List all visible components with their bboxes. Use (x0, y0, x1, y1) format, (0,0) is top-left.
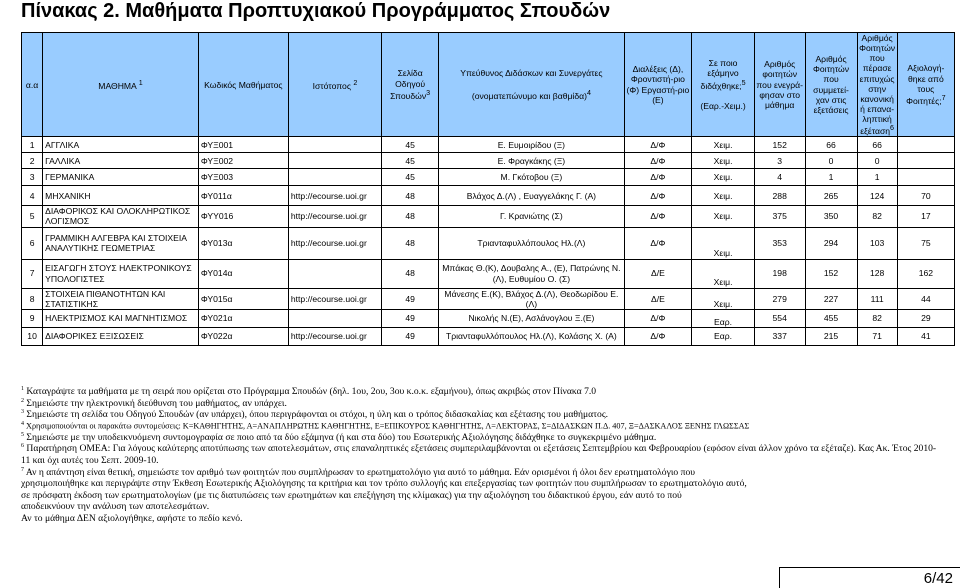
participated-count: 294 (805, 227, 857, 259)
course-website (288, 169, 381, 186)
participated-count: 350 (805, 206, 857, 227)
table-row (22, 186, 955, 206)
guide-page: 49 (382, 327, 439, 345)
course-semester: Χειμ. (692, 186, 754, 206)
course-type: Δ/Φ (624, 309, 692, 327)
passed-count: 128 (857, 259, 897, 288)
passed-count: 66 (857, 137, 897, 153)
course-semester: Εαρ. (692, 327, 754, 345)
course-code: ΦΥ013α (198, 227, 288, 259)
course-name: ΓΑΛΛΙΚΑ (43, 153, 199, 169)
registered-count: 288 (754, 186, 805, 206)
course-website: http://ecourse.uoi.gr (288, 288, 381, 309)
course-teacher: Νικολής Ν.(Ε), Ασλάνογλου Ξ.(Ε) (439, 309, 624, 327)
row-number: 6 (22, 227, 43, 259)
course-code: ΦΥΞ003 (198, 169, 288, 186)
registered-count: 4 (754, 169, 805, 186)
course-code: ΦΥΞ002 (198, 153, 288, 169)
header-teacher: Υπεύθυνος Διδάσκων και Συνεργάτες (ονοματεπώνυμο και βαθμίδα)$^4$ (439, 33, 624, 137)
course-type: Δ/Φ (624, 227, 692, 259)
course-code: ΦΥ015α (198, 288, 288, 309)
course-semester: Χειμ. (692, 288, 754, 309)
header-website: Ιστότοπος $^2$ (288, 33, 381, 137)
passed-count: 111 (857, 288, 897, 309)
table-row (22, 153, 955, 169)
passed-count: 124 (857, 186, 897, 206)
course-name: ΗΛΕΚΤΡΙΣΜΟΣ ΚΑΙ ΜΑΓΝΗΤΙΣΜΟΣ (43, 309, 199, 327)
courses-table (21, 32, 955, 346)
course-semester: Χειμ. (692, 227, 754, 259)
participated-count: 227 (805, 288, 857, 309)
course-type: Δ/Φ (624, 137, 692, 153)
evaluated-count (897, 169, 954, 186)
course-teacher: Ε. Φραγκάκης (Ξ) (439, 153, 624, 169)
table-row (22, 227, 955, 259)
evaluated-count (897, 153, 954, 169)
course-teacher: Τριανταφυλλόπουλος Ηλ.(Λ) (439, 227, 624, 259)
row-number: 7 (22, 259, 43, 288)
table-row (22, 309, 955, 327)
evaluated-count: 41 (897, 327, 954, 345)
header-participated: Αριθμός Φοιτητών που συμμετεί-χαν στις εξετάσεις (805, 33, 857, 137)
course-teacher: Μ. Γκότοβου (Ξ) (439, 169, 624, 186)
course-type: Δ/Φ (624, 327, 692, 345)
guide-page: 45 (382, 137, 439, 153)
guide-page: 48 (382, 206, 439, 227)
registered-count: 3 (754, 153, 805, 169)
row-number: 4 (22, 186, 43, 206)
page-number: 6/42 (923, 570, 953, 587)
registered-count: 375 (754, 206, 805, 227)
course-teacher: Μάνεσης Ε.(Κ), Βλάχος Δ.(Λ), Θεοδωρίδου Ε. (Λ) (439, 288, 624, 309)
table-row (22, 169, 955, 186)
guide-page: 48 (382, 227, 439, 259)
course-name: ΔΙΑΦΟΡΙΚΟΣ ΚΑΙ ΟΛΟΚΛΗΡΩΤΙΚΟΣ ΛΟΓΙΣΜΟΣ (43, 206, 199, 227)
course-name: ΜΗΧΑΝΙΚΗ (43, 186, 199, 206)
passed-count: 71 (857, 327, 897, 345)
course-name: ΕΙΣΑΓΩΓΗ ΣΤΟΥΣ ΗΛΕΚΤΡΟΝΙΚΟΥΣ ΥΠΟΛΟΓΙΣΤΕΣ (43, 259, 199, 288)
participated-count: 0 (805, 153, 857, 169)
course-type: Δ/Φ (624, 169, 692, 186)
table-row (22, 137, 955, 153)
participated-count: 455 (805, 309, 857, 327)
header-registered: Αριθμός φοιτητών που ενεγρά-φησαν στο μάθημα (754, 33, 805, 137)
row-number: 9 (22, 309, 43, 327)
row-number: 3 (22, 169, 43, 186)
evaluated-count: 70 (897, 186, 954, 206)
page-number-box (779, 567, 960, 588)
footnote-3: $^3$ Σημειώστε τη σελίδα του Οδηγού Σπουδών (αν υπάρχει), όπου περιγράφονται οι στόχοι, η ύλη και ο τρόπος διδασκαλίας και εξέτασης του μαθήματος. (21, 409, 609, 421)
header-code: Κωδικός Μαθήματος (198, 33, 288, 137)
course-type: Δ/Φ (624, 153, 692, 169)
course-semester: Χειμ. (692, 259, 754, 288)
course-website (288, 309, 381, 327)
row-number: 1 (22, 137, 43, 153)
course-type: Δ/Φ (624, 206, 692, 227)
footnotes (21, 386, 941, 524)
course-teacher: Τριανταφυλλόπουλος Ηλ.(Λ), Κολάσης Χ. (Α) (439, 327, 624, 345)
table-row (22, 327, 955, 345)
guide-page: 48 (382, 186, 439, 206)
course-name: ΓΡΑΜΜΙΚΗ ΑΛΓΕΒΡΑ ΚΑΙ ΣΤΟΙΧΕΙΑ ΑΝΑΛΥΤΙΚΗΣ ΓΕΩΜΕΤΡΙΑΣ (43, 227, 199, 259)
row-number: 10 (22, 327, 43, 345)
course-code: ΦΥ014α (198, 259, 288, 288)
course-website (288, 259, 381, 288)
course-semester: Χειμ. (692, 169, 754, 186)
header-passed: Αριθμός Φοιτητών που πέρασε επιτυχώς στην κανονική ή επανα-ληπτική εξέταση$^6$ (857, 33, 897, 137)
course-teacher: Γ. Κρανιώτης (Σ) (439, 206, 624, 227)
footnote-6: $^6$ Παρατήρηση ΟΜΕΑ: Για λόγους καλύτερης αποτύπωσης των αποτελεσμάτων, στις επαναληπτικές εξετάσεις συμπεριλαμβάνονται οι εξετάσεις Σεπτεμβρίου και Φεβρουαρίου (εφόσον είναι άλλον χρόνο τα εξέταζε). Κας Ακ. Έτος 2010-11 και όχι αυτές του Σεπτ. 2009-10. (21, 443, 937, 467)
footnote-5: $^5$ Σημειώστε με την υποδεικνυόμενη συντομογραφία σε ποιο από τα δύο εξάμηνα (ή και στα δύο) του Εσωτερικής Αξιολόγησης διδάχθηκε το συγκεκριμένο μάθημα. (21, 431, 657, 443)
evaluated-count: 75 (897, 227, 954, 259)
evaluated-count: 44 (897, 288, 954, 309)
header-guide: Σελίδα Οδηγού Σπουδών$^3$ (382, 33, 439, 137)
row-number: 5 (22, 206, 43, 227)
course-website (288, 137, 381, 153)
course-website: http://ecourse.uoi.gr (288, 327, 381, 345)
course-code: ΦΥ011α (198, 186, 288, 206)
course-website: http://ecourse.uoi.gr (288, 227, 381, 259)
header-semester: Σε ποιο εξάμηνο διδάχθηκε;$^5$ (Εαρ.-Χειμ.) (692, 33, 754, 137)
evaluated-count: 17 (897, 206, 954, 227)
row-number: 2 (22, 153, 43, 169)
header-course: ΜΑΘΗΜΑ $^1$ (43, 33, 199, 137)
course-website (288, 153, 381, 169)
registered-count: 198 (754, 259, 805, 288)
participated-count: 152 (805, 259, 857, 288)
course-type: Δ/Ε (624, 288, 692, 309)
evaluated-count: 162 (897, 259, 954, 288)
table-row (22, 206, 955, 227)
passed-count: 82 (857, 206, 897, 227)
evaluated-count: 29 (897, 309, 954, 327)
registered-count: 353 (754, 227, 805, 259)
header-row (22, 33, 955, 137)
guide-page: 49 (382, 288, 439, 309)
row-number: 8 (22, 288, 43, 309)
course-name: ΓΕΡΜΑΝΙΚΑ (43, 169, 199, 186)
participated-count: 1 (805, 169, 857, 186)
passed-count: 1 (857, 169, 897, 186)
course-code: ΦΥ021α (198, 309, 288, 327)
course-teacher: Μπάκας Θ.(Κ), Δουβαλης Α., (Ε), Πατρώνης Ν.(Λ), Ευθυμίου Ο. (Σ) (439, 259, 624, 288)
footnote-1: $^1$ Καταγράψτε τα μαθήματα με τη σειρά που ορίζεται στο Πρόγραμμα Σπουδών (δηλ. 1ου, 2ου, 3ου κ.ο.κ. εξαμήνου), όπως ακριβώς στον Πίνακα 7.0 (21, 386, 597, 398)
course-code: ΦΥΥ016 (198, 206, 288, 227)
footnote-4: $^4$ Χρησιμοποιούνται οι παρακάτω συντομεύσεις: Κ=ΚΑΘΗΓΗΤΗΣ, Α=ΑΝΑΠΛΗΡΩΤΗΣ ΚΑΘΗΓΗΤΗΣ, Ε=ΕΠΙΚΟΥΡΟΣ ΚΑΘΗΓΗΤΗΣ, Λ=ΛΕΚΤΟΡΑΣ, Σ=ΔΙΔΑΣΚΩΝ Π.Δ. 407, Ξ=ΔΑΣΚΑΛΟΣ ΞΕΝΗΣ ΓΛΩΣΣΑΣ (21, 421, 750, 431)
course-semester: Χειμ. (692, 137, 754, 153)
course-teacher: Βλάχος Δ.(Λ) , Ευαγγελάκης Γ. (Α) (439, 186, 624, 206)
course-type: Δ/Φ (624, 186, 692, 206)
registered-count: 152 (754, 137, 805, 153)
footnote-7: $^7$ Αν η απάντηση είναι θετική, σημειώστε τον αριθμό των φοιτητών που συμπλήρωσαν το ερωτηματολόγιο για αυτό το μάθημα. Εάν ορισμένοι ή όλοι δεν ερωτηματολόγιο που χρησιμοποιήθηκε και περιγράψτε στην Έκθεση Εσωτερικής Αξιολόγησης τα κριτήρια και τον τρόπο συλλογής και επεξεργασίας των φοιτητών που συμπλήρωσαν το ερωτηματολόγιο αυτό, σε πρόσφατη έκδοση των ερωτηματολογίων (με τις διατυπώσεις των ερωτημάτων και επεξήγηση της κλίμακας) για την αξιολόγηση του διδακτικού έργου, εάν αυτό το πού αποδεικνύουν την ανάλυση των αποτελεσμάτων. Αν το μάθημα ΔΕΝ αξιολογήθηκε, αφήστε το πεδίο κενό. (21, 466, 747, 524)
guide-page: 45 (382, 153, 439, 169)
registered-count: 337 (754, 327, 805, 345)
evaluated-count (897, 137, 954, 153)
table-row (22, 288, 955, 309)
course-semester: Χειμ. (692, 153, 754, 169)
header-type: Διαλέξεις (Δ), Φροντιστή-ριο (Φ) Εργαστή-ριο (Ε) (624, 33, 692, 137)
course-semester: Χειμ. (692, 206, 754, 227)
course-name: ΑΓΓΛΙΚΑ (43, 137, 199, 153)
registered-count: 554 (754, 309, 805, 327)
course-type: Δ/Ε (624, 259, 692, 288)
course-website: http://ecourse.uoi.gr (288, 206, 381, 227)
footnote-2: $^2$ Σημειώστε την ηλεκτρονική διεύθυνση του μαθήματος, αν υπάρχει. (21, 397, 287, 409)
guide-page: 45 (382, 169, 439, 186)
participated-count: 215 (805, 327, 857, 345)
header-aa: α.α (22, 33, 43, 137)
registered-count: 279 (754, 288, 805, 309)
course-code: ΦΥΞ001 (198, 137, 288, 153)
passed-count: 0 (857, 153, 897, 169)
course-name: ΔΙΑΦΟΡΙΚΕΣ ΕΞΙΣΩΣΕΙΣ (43, 327, 199, 345)
course-semester: Εαρ. (692, 309, 754, 327)
course-teacher: Ε. Ευμοιρίδου (Ξ) (439, 137, 624, 153)
table-row (22, 259, 955, 288)
guide-page: 49 (382, 309, 439, 327)
course-code: ΦΥ022α (198, 327, 288, 345)
participated-count: 66 (805, 137, 857, 153)
course-name: ΣΤΟΙΧΕΙΑ ΠΙΘΑΝΟΤΗΤΩΝ ΚΑΙ ΣΤΑΤΙΣΤΙΚΗΣ (43, 288, 199, 309)
page-title: Πίνακας 2. Μαθήματα Προπτυχιακού Προγράμματος Σπουδών (21, 0, 611, 22)
passed-count: 82 (857, 309, 897, 327)
passed-count: 103 (857, 227, 897, 259)
guide-page: 48 (382, 259, 439, 288)
header-evaluated: Αξιολογή-θηκε από τους Φοιτητές;$^7$ (897, 33, 954, 137)
participated-count: 265 (805, 186, 857, 206)
course-website: http://ecourse.uoi.gr (288, 186, 381, 206)
